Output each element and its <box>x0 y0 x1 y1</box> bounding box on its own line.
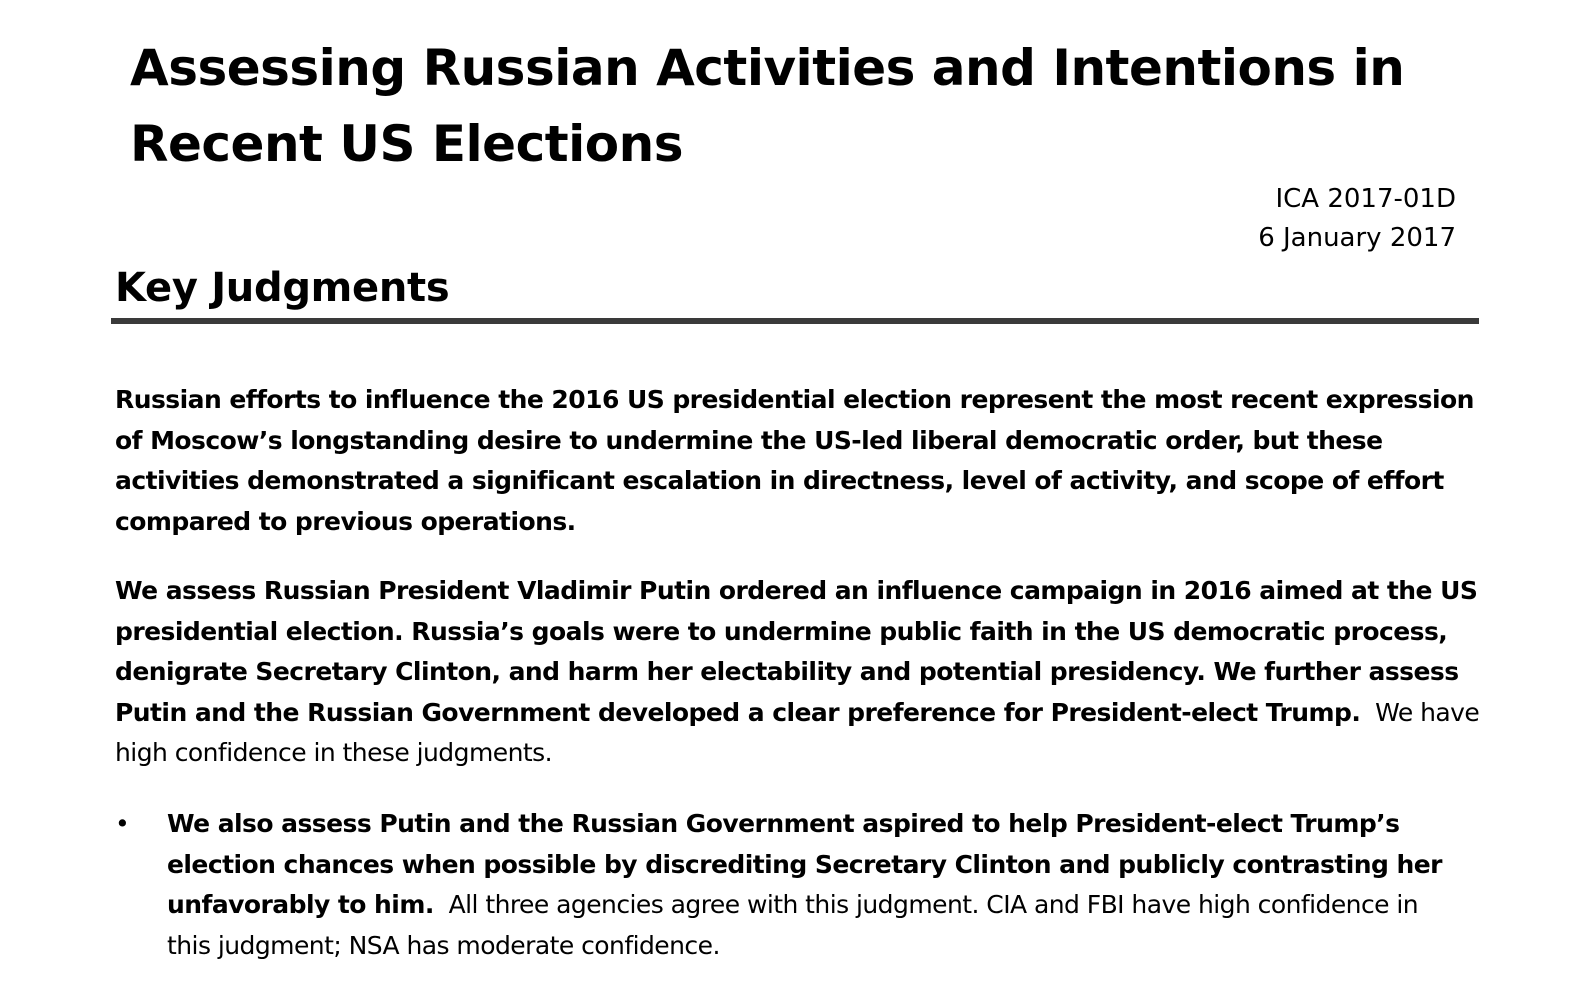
paragraph-1 <box>115 380 1480 542</box>
document-title: Assessing Russian Activities and Intentions in Recent US Elections <box>130 39 1405 173</box>
paragraph-1-text: Russian efforts to influence the 2016 US presidential election represent the most recent expression of Moscow’s longstanding desire to undermine the US-led liberal democratic order, but these activities demonstrated a significant escalation in directness, level of activity, and scope of effort compared to previous operations. <box>115 385 1474 536</box>
section-heading-key-judgments: Key Judgments <box>115 265 450 311</box>
document-meta <box>1258 180 1456 258</box>
paragraph-2-normal-text: We have high confidence in these judgments. <box>115 697 1480 767</box>
bullet-bold-text: We also assess Putin and the Russian Government aspired to help President-elect Trump’s election chances when possible by discrediting Secretary Clinton and publicly contrasting her unfavorably to him. <box>167 809 1442 919</box>
paragraph-2-bold-text: We assess Russian President Vladimir Putin ordered an influence campaign in 2016 aimed at the US presidential election. Russia’s goals were to undermine public faith in the US democratic process, denigrate Secretary Clinton, and harm her electability and potential presidency. We further assess Putin and the Russian Government developed a clear preference for President-elect Trump. <box>115 576 1478 727</box>
bullet-normal-text: All three agencies agree with this judgment. CIA and FBI have high confidence in this judgment; NSA has moderate confidence. <box>167 890 1419 960</box>
heading-divider <box>111 318 1479 324</box>
document-id: ICA 2017-01D <box>1275 184 1456 214</box>
bullet-icon: • <box>115 809 130 838</box>
bullet-text <box>167 804 1467 966</box>
paragraph-2 <box>115 571 1480 774</box>
document-date: 6 January 2017 <box>1258 223 1456 253</box>
